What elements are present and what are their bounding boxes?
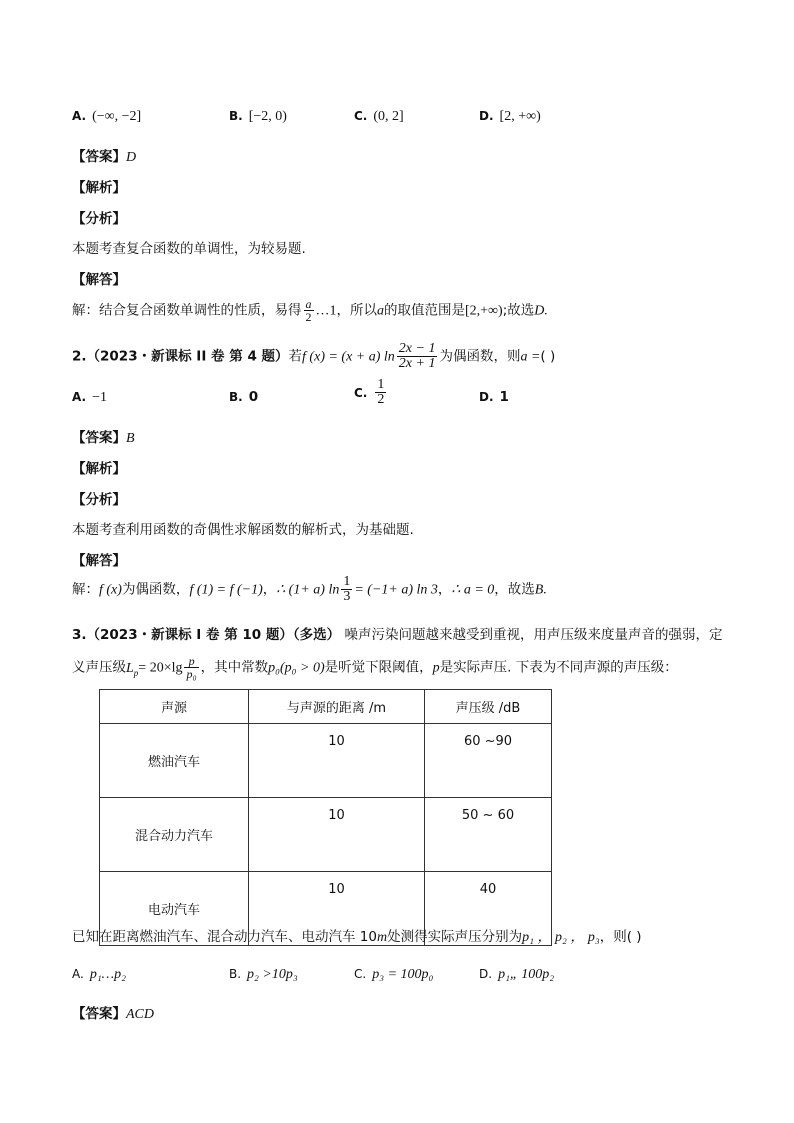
q1-option-d: D. [2, +∞) [479,109,541,124]
q3-stem-line1: 3.（2023・新课标 I 卷 第 10 题）（多选） 噪声污染问题越来越受到重视，用声压级来度量声音的强弱，定 [72,627,723,643]
table-cell-source: 燃油汽车 [100,724,249,798]
table-cell-level: 40 [425,872,552,946]
q3-option-d: D. p₁„ 100p₂ [479,967,555,982]
table-cell-distance: 10 [249,798,425,872]
table-header-cell: 与声源的距离 /m [249,690,425,724]
q3-stem-line3: 已知在距离燃油汽车、混合动力汽车、电动汽车 10m处测得实际声压分别为p₁ ， p₂ ， p₃，则( ) [72,929,642,945]
table-cell-level: 50 ~ 60 [425,798,552,872]
q2-answer: 【答案】B [72,430,135,446]
table-header-row [100,690,552,724]
q2-solution-fraction: $\frac{1}{3}$ [343,574,351,604]
q3-answer: 【答案】ACD [72,1006,154,1022]
table-row [100,724,552,798]
table-cell-distance: 10 [249,724,425,798]
table-header-cell: 声压级 /dB [425,690,552,724]
q1-jiexi-heading: 【解析】 [72,180,126,196]
q2-stem-fraction: $\frac{2x - 1}{2x + 1}$ [398,341,436,371]
q2-fenxi-heading: 【分析】 [72,492,126,508]
q2-option-c-fraction: $\frac{1}{2}$ [377,377,385,407]
q2-option-b: B. 0 [229,389,259,405]
q2-jieda-heading: 【解答】 [72,553,126,569]
sound-source-table [99,689,552,946]
q1-option-b: B. [−2, 0) [229,109,287,124]
q2-option-c: C. $\frac{1}{2}$ [354,377,385,407]
q1-option-a: A. (−∞, −2] [72,109,142,124]
table-cell-source: 电动汽车 [100,872,249,946]
q3-stem-line2: 义声压级$L_p= 20\times\lg$ $\frac{p}{\text{p₀}}$ ，其中常数p₀(p₀ > 0)是听觉下限阈值，p是实际声压. 下表为不同声源的声压级： [72,654,678,681]
q1-solution: 解：结合复合函数单调性的性质，易得 $\frac{a}{2}$ …1，所以a的取值范围是[2,+∞);故选D. [72,297,548,324]
q2-solution: 解：f (x)为偶函数，f (1) = f (−1)，∴ (1+ a) ln $\frac{1}{3}$ = (−1+ a) ln 3，∴ a = 0，故选B. [72,574,547,604]
q1-jieda-heading: 【解答】 [72,272,126,288]
q1-solution-fraction: $\frac{a}{2}$ [305,297,312,324]
q3-option-a: A. p₁…p₂ [72,967,126,982]
table-cell-source: 混合动力汽车 [100,798,249,872]
q1-analysis: 本题考查复合函数的单调性，为较易题. [72,241,306,257]
table-header-cell: 声源 [100,690,249,724]
q2-stem: 2.（2023・新课标 II 卷 第 4 题）若f (x) = (x + a) ln $\frac{2x - 1}{2x + 1}$ 为偶函数，则a =( ) [72,341,556,371]
q2-option-a: A. −1 [72,390,107,405]
q3-option-c: C. p₃ = 100p₀ [354,967,434,982]
table-cell-distance: 10 [249,872,425,946]
table-row [100,798,552,872]
table-cell-level: 60 ~90 [425,724,552,798]
q1-fenxi-heading: 【分析】 [72,211,126,227]
q1-option-c: C. (0, 2] [354,109,404,124]
q1-answer: 【答案】D [72,149,137,165]
q3-stem-fraction: $\frac{p}{\text{p₀}}$ [186,654,197,681]
q2-option-d: D. 1 [479,389,509,405]
q2-analysis: 本题考查利用函数的奇偶性求解函数的解析式，为基础题. [72,522,414,538]
q2-jiexi-heading: 【解析】 [72,461,126,477]
q3-option-b: B. p₂ >10p₃ [229,967,298,982]
